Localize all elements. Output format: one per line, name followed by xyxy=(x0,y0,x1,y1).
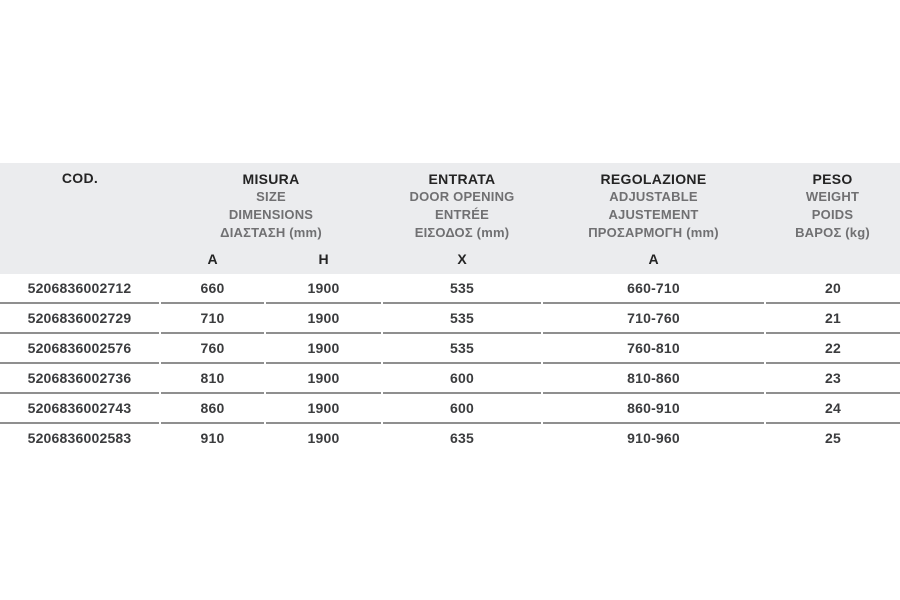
cell-width-a: 810 xyxy=(160,363,265,393)
cell-height-h: 1900 xyxy=(265,303,382,333)
subcol-opening-x: X xyxy=(382,246,542,274)
cell-cod: 5206836002729 xyxy=(0,303,160,333)
cell-width-a: 660 xyxy=(160,274,265,303)
cell-width-a: 710 xyxy=(160,303,265,333)
peso-subtitle-greek: ΒΑΡΟΣ (kg) xyxy=(795,225,870,240)
entrata-subtitle-entree: ENTRÉE xyxy=(435,207,489,222)
cell-cod: 5206836002736 xyxy=(0,363,160,393)
table-body xyxy=(0,274,900,452)
cell-weight: 25 xyxy=(765,423,900,452)
entrata-subtitle-greek: ΕΙΣΟΔΟΣ (mm) xyxy=(414,225,510,240)
col-header-cod xyxy=(0,163,160,274)
cell-cod: 5206836002583 xyxy=(0,423,160,452)
table-row xyxy=(0,303,900,333)
cell-weight: 24 xyxy=(765,393,900,423)
table-row xyxy=(0,393,900,423)
table-row xyxy=(0,423,900,452)
entrata-title: ENTRATA xyxy=(428,171,496,187)
cell-height-h: 1900 xyxy=(265,363,382,393)
regolazione-subtitle-greek: ΠΡΟΣΑΡΜΟΓΗ (mm) xyxy=(588,225,719,240)
misura-subtitle-dimensions: DIMENSIONS xyxy=(228,207,314,222)
cell-height-h: 1900 xyxy=(265,274,382,303)
subcol-adjust-a: A xyxy=(542,246,765,274)
cell-opening-x: 535 xyxy=(382,274,542,303)
cell-cod: 5206836002743 xyxy=(0,393,160,423)
cell-opening-x: 635 xyxy=(382,423,542,452)
subcol-width-a: A xyxy=(160,246,265,274)
cell-weight: 22 xyxy=(765,333,900,363)
cell-opening-x: 535 xyxy=(382,333,542,363)
cell-adjust-range: 760-810 xyxy=(542,333,765,363)
col-header-peso xyxy=(765,163,900,274)
cell-weight: 21 xyxy=(765,303,900,333)
col-header-regolazione xyxy=(542,163,765,246)
subcol-height-h: H xyxy=(265,246,382,274)
peso-subtitle-poids: POIDS xyxy=(811,207,854,222)
cell-adjust-range: 860-910 xyxy=(542,393,765,423)
cell-opening-x: 535 xyxy=(382,303,542,333)
regolazione-title: REGOLAZIONE xyxy=(600,171,707,187)
cell-opening-x: 600 xyxy=(382,393,542,423)
cell-cod: 5206836002576 xyxy=(0,333,160,363)
misura-title: MISURA xyxy=(242,171,300,187)
cell-height-h: 1900 xyxy=(265,333,382,363)
col-header-misura xyxy=(160,163,382,246)
misura-subtitle-greek: ΔΙΑΣΤΑΣΗ (mm) xyxy=(220,225,322,240)
cell-opening-x: 600 xyxy=(382,363,542,393)
cell-weight: 23 xyxy=(765,363,900,393)
cell-adjust-range: 910-960 xyxy=(542,423,765,452)
peso-subtitle-weight: WEIGHT xyxy=(805,189,860,204)
cell-adjust-range: 810-860 xyxy=(542,363,765,393)
cell-weight: 20 xyxy=(765,274,900,303)
cell-height-h: 1900 xyxy=(265,393,382,423)
cell-height-h: 1900 xyxy=(265,423,382,452)
product-spec-table xyxy=(0,163,900,452)
cell-adjust-range: 710-760 xyxy=(542,303,765,333)
cell-width-a: 760 xyxy=(160,333,265,363)
cell-width-a: 910 xyxy=(160,423,265,452)
regolazione-subtitle-adjustable: ADJUSTABLE xyxy=(609,189,698,204)
table-row xyxy=(0,333,900,363)
cod-label: COD. xyxy=(61,170,99,186)
table-row xyxy=(0,363,900,393)
col-header-entrata xyxy=(382,163,542,246)
cell-width-a: 860 xyxy=(160,393,265,423)
cell-adjust-range: 660-710 xyxy=(542,274,765,303)
table-header xyxy=(0,163,900,274)
regolazione-subtitle-ajustement: AJUSTEMENT xyxy=(608,207,699,222)
table-row xyxy=(0,274,900,303)
entrata-subtitle-door-opening: DOOR OPENING xyxy=(409,189,515,204)
peso-title: PESO xyxy=(812,171,853,187)
misura-subtitle-size: SIZE xyxy=(256,189,286,204)
cell-cod: 5206836002712 xyxy=(27,280,132,296)
